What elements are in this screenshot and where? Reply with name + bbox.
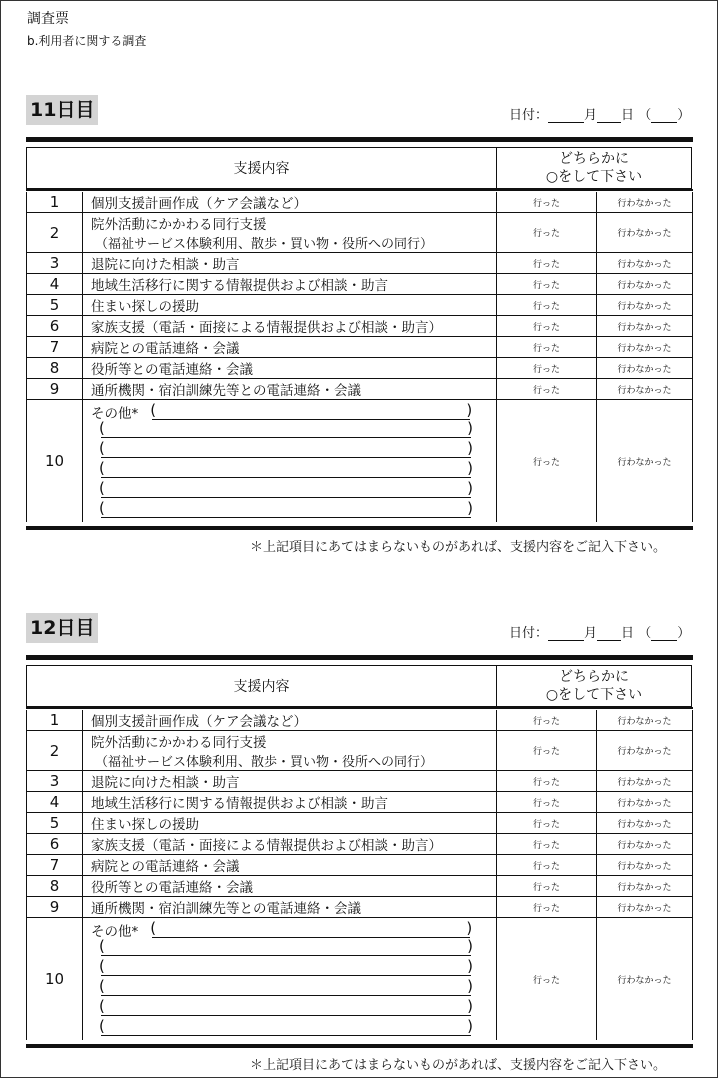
- date-month-label: 月: [584, 108, 598, 123]
- option-not-done[interactable]: 行わなかった: [617, 344, 672, 354]
- item-content: [83, 897, 497, 917]
- table-row: [27, 213, 692, 253]
- item-text: 住まい探しの援助: [91, 817, 199, 833]
- option-not-done[interactable]: 行わなかった: [617, 904, 672, 914]
- table-row: [27, 834, 692, 855]
- option-not-done[interactable]: 行わなかった: [617, 199, 672, 209]
- item-content-other: [83, 400, 497, 522]
- date-day-label: 日: [621, 626, 635, 641]
- item-text: 地域生活移行に関する情報提供および相談・助言: [91, 796, 388, 812]
- item-number: 7: [27, 855, 83, 875]
- item-text: 個別支援計画作成（ケア会議など）: [91, 714, 307, 730]
- item-text: 通所機関・宿泊訓練先等との電話連絡・会議: [91, 383, 361, 399]
- document-title: 調査票: [27, 11, 69, 27]
- option-not-done[interactable]: 行わなかった: [617, 820, 672, 830]
- item-text: 役所等との電話連絡・会議: [91, 362, 253, 378]
- other-write-in-line[interactable]: [101, 442, 471, 458]
- item-content: [83, 834, 497, 854]
- other-write-in-line[interactable]: [101, 1020, 471, 1036]
- item-text: 地域生活移行に関する情報提供および相談・助言: [91, 278, 388, 294]
- support-table: [26, 137, 693, 555]
- item-number: 4: [27, 792, 83, 812]
- item-text: 病院との電話連絡・会議: [91, 341, 240, 357]
- option-not-done[interactable]: 行わなかった: [617, 799, 672, 809]
- write-in-field[interactable]: [101, 422, 471, 438]
- item-number: 10: [27, 918, 83, 1040]
- option-done[interactable]: 行った: [497, 253, 597, 273]
- header-choice-line1: どちらかに: [559, 669, 629, 685]
- date-weekday-blank[interactable]: [651, 628, 677, 641]
- table-row: [27, 253, 692, 274]
- date-field: [509, 104, 690, 123]
- date-weekday-blank[interactable]: [651, 110, 677, 123]
- option-done[interactable]: 行った: [497, 274, 597, 294]
- table-header-rule: [26, 189, 693, 191]
- item-content: [83, 295, 497, 315]
- item-number: 10: [27, 400, 83, 522]
- header-choice: [496, 147, 692, 189]
- table-bottom-rule: [26, 1044, 693, 1048]
- item-number: 8: [27, 358, 83, 378]
- date-paren-close: ）: [677, 108, 691, 123]
- item-content: [83, 855, 497, 875]
- other-write-in-field[interactable]: [152, 922, 470, 938]
- table-row: [27, 731, 692, 771]
- header-choice-line2: ○をして下さい: [545, 169, 643, 185]
- item-number: 6: [27, 316, 83, 336]
- other-write-in-line[interactable]: [101, 1000, 471, 1016]
- day-label: 12日目: [26, 613, 98, 643]
- write-in-field[interactable]: [101, 462, 471, 478]
- item-content: [83, 316, 497, 336]
- item-content: [83, 213, 497, 252]
- footnote: ＊上記項目にあてはまらないものがあれば、支援内容をご記入下さい。: [249, 1058, 666, 1073]
- other-write-in-line[interactable]: [101, 502, 471, 518]
- item-content: [83, 358, 497, 378]
- item-text: 役所等との電話連絡・会議: [91, 880, 253, 896]
- item-text: 住まい探しの援助: [91, 299, 199, 315]
- table-row: [27, 897, 692, 918]
- option-done[interactable]: 行った: [497, 379, 597, 399]
- other-write-in-area: [91, 918, 491, 1038]
- table-row: [27, 855, 692, 876]
- item-content: [83, 274, 497, 294]
- option-done[interactable]: 行った: [497, 358, 597, 378]
- date-month-label: 月: [584, 626, 598, 641]
- date-month-blank[interactable]: [548, 628, 584, 641]
- write-in-field[interactable]: [101, 442, 471, 458]
- option-not-done[interactable]: 行わなかった: [617, 883, 672, 893]
- item-content-other: [83, 918, 497, 1040]
- table-rows: [26, 192, 693, 522]
- date-paren-open: （: [638, 626, 652, 641]
- other-write-in-field[interactable]: [152, 404, 470, 420]
- option-not-done[interactable]: 行わなかった: [617, 281, 672, 291]
- item-number: 9: [27, 897, 83, 917]
- item-number: 8: [27, 876, 83, 896]
- date-day-blank[interactable]: [597, 628, 621, 641]
- table-row: [27, 876, 692, 897]
- option-done[interactable]: 行った: [497, 710, 597, 730]
- other-label: その他*: [91, 406, 139, 422]
- item-text: 退院に向けた相談・助言: [91, 257, 240, 273]
- option-done[interactable]: 行った: [497, 792, 597, 812]
- table-bottom-rule: [26, 526, 693, 530]
- option-not-done[interactable]: 行わなかった: [617, 457, 672, 468]
- date-day-blank[interactable]: [597, 110, 621, 123]
- item-number: 5: [27, 813, 83, 833]
- item-number: 4: [27, 274, 83, 294]
- item-number: 5: [27, 295, 83, 315]
- option-done[interactable]: 行った: [497, 731, 597, 770]
- header-choice: [496, 665, 692, 707]
- item-content: [83, 337, 497, 357]
- item-text: 院外活動にかかわる同行支援: [91, 735, 267, 751]
- write-in-field[interactable]: [101, 502, 471, 518]
- item-number: 1: [27, 192, 83, 212]
- item-number: 3: [27, 771, 83, 791]
- date-paren-open: （: [638, 108, 652, 123]
- item-text: 通所機関・宿泊訓練先等との電話連絡・会議: [91, 901, 361, 917]
- table-row-other: [27, 400, 692, 522]
- write-in-field[interactable]: [101, 980, 471, 996]
- other-label: その他*: [91, 924, 139, 940]
- item-subtext: （福祉サービス体験利用、散歩・買い物・役所への同行）: [95, 755, 434, 770]
- table-row-other: [27, 918, 692, 1040]
- table-row: [27, 337, 692, 358]
- option-done[interactable]: 行った: [497, 918, 597, 1040]
- option-not-done[interactable]: 行わなかった: [617, 365, 672, 375]
- other-write-in-line[interactable]: [101, 462, 471, 478]
- other-write-in-area: [91, 400, 491, 520]
- other-label-line: [91, 920, 470, 940]
- option-done[interactable]: 行った: [497, 337, 597, 357]
- item-content: [83, 876, 497, 896]
- other-write-in-line[interactable]: [101, 940, 471, 956]
- date-day-label: 日: [621, 108, 635, 123]
- table-row: [27, 295, 692, 316]
- item-number: 2: [27, 213, 83, 252]
- option-done[interactable]: 行った: [497, 316, 597, 336]
- table-row: [27, 710, 692, 731]
- option-done[interactable]: 行った: [497, 897, 597, 917]
- item-text: 病院との電話連絡・会議: [91, 859, 240, 875]
- item-subtext: （福祉サービス体験利用、散歩・買い物・役所への同行）: [95, 237, 434, 252]
- option-done[interactable]: 行った: [497, 813, 597, 833]
- option-not-done[interactable]: 行わなかった: [617, 323, 672, 333]
- other-write-in-line[interactable]: [101, 482, 471, 498]
- item-content: [83, 792, 497, 812]
- table-row: [27, 316, 692, 337]
- option-done[interactable]: 行った: [497, 834, 597, 854]
- option-done[interactable]: 行った: [497, 855, 597, 875]
- item-number: 3: [27, 253, 83, 273]
- option-not-done[interactable]: 行わなかった: [617, 717, 672, 727]
- option-not-done[interactable]: 行わなかった: [617, 386, 672, 396]
- option-not-done[interactable]: 行わなかった: [617, 841, 672, 851]
- table-row: [27, 792, 692, 813]
- document-subtitle: b.利用者に関する調査: [27, 34, 147, 48]
- support-table: [26, 655, 693, 1073]
- table-row: [27, 358, 692, 379]
- item-text: 家族支援（電話・面接による情報提供および相談・助言）: [91, 320, 442, 336]
- item-content: [83, 192, 497, 212]
- other-write-in-line[interactable]: [101, 960, 471, 976]
- footnote: ＊上記項目にあてはまらないものがあれば、支援内容をご記入下さい。: [249, 540, 666, 555]
- other-write-in-line[interactable]: [101, 422, 471, 438]
- item-text: 個別支援計画作成（ケア会議など）: [91, 196, 307, 212]
- day-label: 11日目: [26, 95, 98, 125]
- table-rows: [26, 710, 693, 1040]
- item-content: [83, 379, 497, 399]
- write-in-field[interactable]: [101, 1000, 471, 1016]
- option-done[interactable]: 行った: [497, 771, 597, 791]
- option-done[interactable]: 行った: [497, 295, 597, 315]
- item-number: 7: [27, 337, 83, 357]
- date-prefix: 日付：: [509, 108, 549, 123]
- item-text: 家族支援（電話・面接による情報提供および相談・助言）: [91, 838, 442, 854]
- item-number: 9: [27, 379, 83, 399]
- item-content: [83, 710, 497, 730]
- option-not-done[interactable]: 行わなかった: [617, 260, 672, 270]
- table-top-rule: [26, 137, 693, 142]
- table-row: [27, 274, 692, 295]
- item-number: 6: [27, 834, 83, 854]
- option-not-done[interactable]: 行わなかった: [617, 975, 672, 986]
- table-top-rule: [26, 655, 693, 660]
- table-row: [27, 192, 692, 213]
- item-number: 2: [27, 731, 83, 770]
- table-header-rule: [26, 707, 693, 709]
- option-not-done[interactable]: 行わなかった: [617, 778, 672, 788]
- other-label-line: [91, 402, 470, 422]
- item-text: 院外活動にかかわる同行支援: [91, 217, 267, 233]
- table-row: [27, 813, 692, 834]
- option-not-done[interactable]: 行わなかった: [617, 302, 672, 312]
- item-content: [83, 771, 497, 791]
- write-in-field[interactable]: [101, 940, 471, 956]
- date-month-blank[interactable]: [548, 110, 584, 123]
- option-not-done[interactable]: 行わなかった: [617, 747, 672, 757]
- item-text: 退院に向けた相談・助言: [91, 775, 240, 791]
- item-content: [83, 253, 497, 273]
- header-support-content: 支援内容: [26, 665, 496, 707]
- date-prefix: 日付：: [509, 626, 549, 641]
- write-in-field[interactable]: [101, 482, 471, 498]
- item-content: [83, 813, 497, 833]
- option-done[interactable]: 行った: [497, 876, 597, 896]
- other-write-in-line[interactable]: [101, 980, 471, 996]
- option-done[interactable]: 行った: [497, 400, 597, 522]
- option-done[interactable]: 行った: [497, 213, 597, 252]
- header-choice-line1: どちらかに: [559, 151, 629, 167]
- option-not-done[interactable]: 行わなかった: [617, 862, 672, 872]
- option-done[interactable]: 行った: [497, 192, 597, 212]
- table-row: [27, 379, 692, 400]
- option-not-done[interactable]: 行わなかった: [617, 229, 672, 239]
- header-choice-line2: ○をして下さい: [545, 687, 643, 703]
- write-in-field[interactable]: [101, 960, 471, 976]
- date-field: [509, 622, 690, 641]
- item-content: [83, 731, 497, 770]
- write-in-field[interactable]: [101, 1020, 471, 1036]
- header-support-content: 支援内容: [26, 147, 496, 189]
- item-number: 1: [27, 710, 83, 730]
- table-row: [27, 771, 692, 792]
- date-paren-close: ）: [677, 626, 691, 641]
